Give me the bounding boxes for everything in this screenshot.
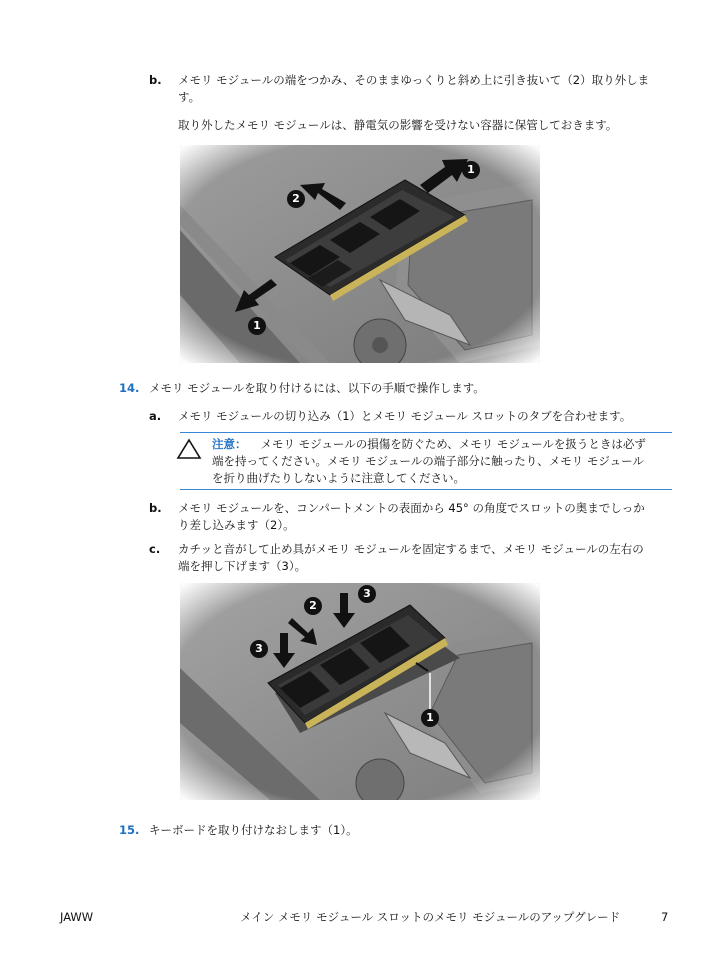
figure-memory-install-image [180,583,540,800]
step-text-line: す。 [178,90,201,104]
callout-badge: 2 [287,190,305,208]
callout-badge: 3 [250,640,268,658]
callout-badge: 1 [462,161,480,179]
figure-memory-removal [180,145,540,363]
step-text [178,72,678,106]
step-label: c. [149,542,161,556]
footer-title: メイン メモリ モジュール スロットのメモリ モジュールのアップグレード [240,910,621,924]
step-note: 取り外したメモリ モジュールは、静電気の影響を受けない容器に保管しておきます。 [178,118,618,132]
step-text-line: 端を押し下げます（3）。 [178,559,307,573]
figure-memory-removal-image [180,145,540,363]
callout-badge: 1 [248,317,266,335]
step-text: キーボードを取り付けなおします（1）。 [149,823,358,837]
figure-memory-install [180,583,540,800]
caution-line: 端を持ってください。メモリ モジュールの端子部分に触ったり、メモリ モジュール [212,454,644,468]
footer-left: JAWW [60,910,94,924]
step-text-line: り差し込みます（2）。 [178,518,295,532]
callout-badge: 2 [304,597,322,615]
page-number: 7 [661,910,669,924]
caution-line: を折り曲げたりしないように注意してください。 [212,471,465,485]
step-text [178,541,678,575]
caution-line [212,436,672,453]
caution-text: メモリ モジュールの損傷を防ぐため、メモリ モジュールを扱うときは必ず [260,437,646,451]
step-label: a. [149,409,162,423]
step-text [178,500,678,534]
step-text-line: メモリ モジュールを、コンパートメントの表面から 45° の角度でスロットの奥までしっか [178,501,645,515]
callout-badge: 3 [358,585,376,603]
callout-badge: 1 [421,709,439,727]
step-number: 14. [119,381,140,395]
caution-title: 注意： [212,437,247,451]
step-text-line: カチッと音がして止め具がメモリ モジュールを固定するまで、メモリ モジュールの左右の [178,542,644,556]
step-label: b. [149,501,162,515]
step-text: メモリ モジュールの切り込み（1）とメモリ モジュール スロットのタブを合わせます。 [178,409,632,423]
caution-content [212,436,672,487]
step-label: b. [149,73,162,87]
step-text: メモリ モジュールを取り付けるには、以下の手順で操作します。 [149,381,485,395]
caution-box [180,432,672,490]
step-number: 15. [119,823,140,837]
step-text-line: メモリ モジュールの端をつかみ、そのままゆっくりと斜め上に引き抜いて（2）取り外しま [178,73,650,87]
